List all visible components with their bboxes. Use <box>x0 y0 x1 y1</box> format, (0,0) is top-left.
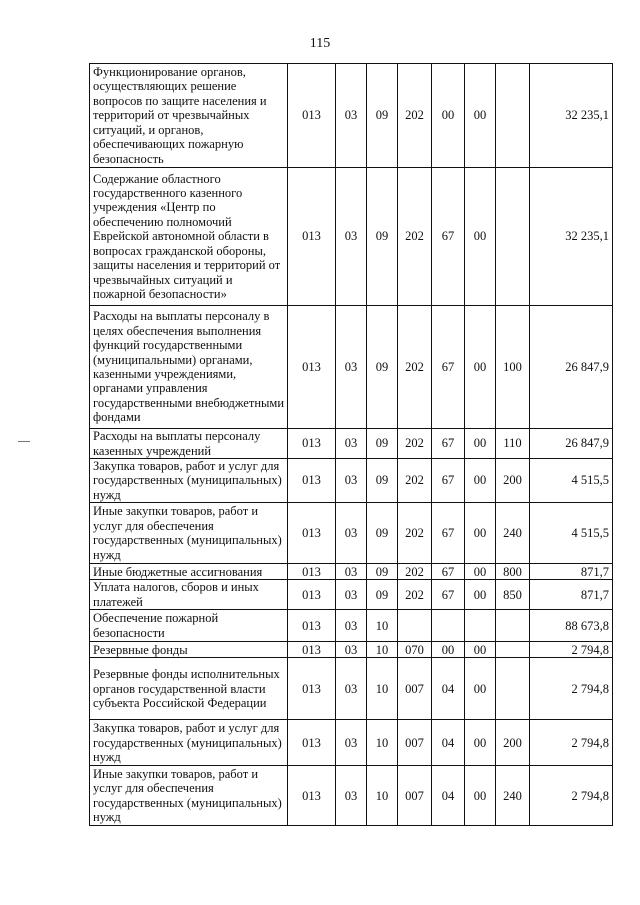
row-pr: 09 <box>367 429 398 459</box>
row-name: Функционирование органов, осуществляющих решение вопросов по защите населения и территорий от чрезвычайных ситуаций, и органов, обеспечивающих пожарную безопасность <box>90 64 288 168</box>
row-name: Иные закупки товаров, работ и услуг для обеспечения государственных (муниципальных) нужд <box>90 766 288 826</box>
row-cs1: 202 <box>398 580 432 610</box>
row-cs3: 00 <box>465 168 496 306</box>
row-vr <box>496 642 530 658</box>
row-gr: 013 <box>288 168 336 306</box>
table-row <box>90 720 613 766</box>
row-cs2: 04 <box>432 658 465 720</box>
row-cs2: 67 <box>432 306 465 429</box>
row-name: Закупка товаров, работ и услуг для государственных (муниципальных) нужд <box>90 720 288 766</box>
row-rz: 03 <box>336 168 367 306</box>
row-name: Содержание областного государственного казенного учреждения «Центр по обеспечению полномочий Еврейской автономной области в вопросах гражданской обороны, защиты населения и территорий от чрезвычайных ситуаций и пожарной безопасности» <box>90 168 288 306</box>
row-gr: 013 <box>288 580 336 610</box>
table-row <box>90 766 613 826</box>
row-cs1: 007 <box>398 658 432 720</box>
row-name: Иные бюджетные ассигнования <box>90 564 288 580</box>
row-gr: 013 <box>288 658 336 720</box>
row-sum: 4 515,5 <box>530 503 613 564</box>
row-gr: 013 <box>288 564 336 580</box>
row-rz: 03 <box>336 306 367 429</box>
row-cs2: 67 <box>432 580 465 610</box>
table-row <box>90 564 613 580</box>
row-gr: 013 <box>288 459 336 503</box>
row-cs2: 00 <box>432 64 465 168</box>
table-row <box>90 64 613 168</box>
row-rz: 03 <box>336 766 367 826</box>
row-rz: 03 <box>336 64 367 168</box>
row-gr: 013 <box>288 720 336 766</box>
row-gr: 013 <box>288 642 336 658</box>
row-gr: 013 <box>288 64 336 168</box>
row-rz: 03 <box>336 580 367 610</box>
row-name: Расходы на выплаты персоналу в целях обеспечения выполнения функций государственными (муниципальными) органами, казенными учреждениями, органами управления государственными внебюджетными фондами <box>90 306 288 429</box>
row-cs3: 00 <box>465 580 496 610</box>
row-pr: 09 <box>367 64 398 168</box>
row-cs1: 202 <box>398 503 432 564</box>
row-name: Расходы на выплаты персоналу казенных учреждений <box>90 429 288 459</box>
row-gr: 013 <box>288 429 336 459</box>
row-vr: 240 <box>496 766 530 826</box>
row-vr: 850 <box>496 580 530 610</box>
row-cs2: 04 <box>432 720 465 766</box>
table-row <box>90 503 613 564</box>
row-rz: 03 <box>336 642 367 658</box>
row-cs3: 00 <box>465 503 496 564</box>
row-sum: 32 235,1 <box>530 168 613 306</box>
row-name: Закупка товаров, работ и услуг для государственных (муниципальных) нужд <box>90 459 288 503</box>
row-name: Обеспечение пожарной безопасности <box>90 610 288 642</box>
table-row <box>90 610 613 642</box>
row-sum: 2 794,8 <box>530 658 613 720</box>
row-gr: 013 <box>288 610 336 642</box>
row-vr: 800 <box>496 564 530 580</box>
row-cs1: 202 <box>398 64 432 168</box>
row-sum: 26 847,9 <box>530 429 613 459</box>
row-sum: 871,7 <box>530 564 613 580</box>
row-name: Иные закупки товаров, работ и услуг для обеспечения государственных (муниципальных) нужд <box>90 503 288 564</box>
row-rz: 03 <box>336 720 367 766</box>
row-cs2: 67 <box>432 429 465 459</box>
row-pr: 10 <box>367 766 398 826</box>
row-sum: 2 794,8 <box>530 642 613 658</box>
row-cs1: 070 <box>398 642 432 658</box>
row-vr <box>496 64 530 168</box>
row-cs1: 202 <box>398 168 432 306</box>
table-row <box>90 658 613 720</box>
row-cs1: 007 <box>398 766 432 826</box>
row-sum: 4 515,5 <box>530 459 613 503</box>
row-vr <box>496 610 530 642</box>
row-rz: 03 <box>336 564 367 580</box>
row-vr <box>496 658 530 720</box>
row-cs1: 202 <box>398 459 432 503</box>
row-gr: 013 <box>288 306 336 429</box>
row-pr: 09 <box>367 564 398 580</box>
row-gr: 013 <box>288 503 336 564</box>
row-pr: 09 <box>367 580 398 610</box>
row-cs1 <box>398 610 432 642</box>
row-vr: 200 <box>496 459 530 503</box>
row-cs3: 00 <box>465 64 496 168</box>
row-vr: 200 <box>496 720 530 766</box>
table-row <box>90 168 613 306</box>
row-pr: 10 <box>367 642 398 658</box>
row-name: Резервные фонды <box>90 642 288 658</box>
row-pr: 09 <box>367 168 398 306</box>
row-sum: 32 235,1 <box>530 64 613 168</box>
row-vr <box>496 168 530 306</box>
table-row <box>90 306 613 429</box>
margin-mark <box>18 441 30 442</box>
row-pr: 10 <box>367 610 398 642</box>
row-cs3: 00 <box>465 658 496 720</box>
row-cs3: 00 <box>465 459 496 503</box>
row-pr: 10 <box>367 720 398 766</box>
row-vr: 110 <box>496 429 530 459</box>
row-cs3: 00 <box>465 429 496 459</box>
row-cs1: 202 <box>398 306 432 429</box>
row-cs2: 00 <box>432 642 465 658</box>
row-rz: 03 <box>336 459 367 503</box>
row-cs3: 00 <box>465 306 496 429</box>
row-vr: 240 <box>496 503 530 564</box>
row-sum: 2 794,8 <box>530 720 613 766</box>
row-cs3: 00 <box>465 642 496 658</box>
row-name: Резервные фонды исполнительных органов государственной власти субъекта Российской Федерации <box>90 658 288 720</box>
row-cs2 <box>432 610 465 642</box>
row-cs1: 202 <box>398 429 432 459</box>
row-sum: 871,7 <box>530 580 613 610</box>
row-cs3: 00 <box>465 564 496 580</box>
row-cs1: 007 <box>398 720 432 766</box>
row-pr: 09 <box>367 306 398 429</box>
row-cs2: 67 <box>432 459 465 503</box>
row-cs2: 67 <box>432 168 465 306</box>
page-number: 115 <box>309 36 331 51</box>
budget-table <box>89 63 613 826</box>
row-pr: 10 <box>367 658 398 720</box>
row-cs2: 67 <box>432 564 465 580</box>
row-vr: 100 <box>496 306 530 429</box>
row-rz: 03 <box>336 658 367 720</box>
row-cs1: 202 <box>398 564 432 580</box>
row-cs2: 67 <box>432 503 465 564</box>
row-cs3: 00 <box>465 766 496 826</box>
row-cs3: 00 <box>465 720 496 766</box>
row-cs2: 04 <box>432 766 465 826</box>
table-row <box>90 459 613 503</box>
row-rz: 03 <box>336 503 367 564</box>
row-rz: 03 <box>336 429 367 459</box>
row-pr: 09 <box>367 503 398 564</box>
row-sum: 2 794,8 <box>530 766 613 826</box>
row-sum: 88 673,8 <box>530 610 613 642</box>
row-pr: 09 <box>367 459 398 503</box>
row-gr: 013 <box>288 766 336 826</box>
row-rz: 03 <box>336 610 367 642</box>
table-row <box>90 429 613 459</box>
table-row <box>90 642 613 658</box>
row-cs3 <box>465 610 496 642</box>
row-name: Уплата налогов, сборов и иных платежей <box>90 580 288 610</box>
row-sum: 26 847,9 <box>530 306 613 429</box>
table-row <box>90 580 613 610</box>
